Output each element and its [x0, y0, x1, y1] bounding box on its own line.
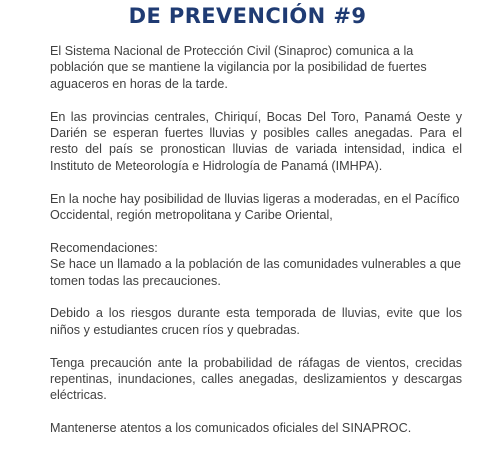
paragraph-night-forecast: En la noche hay posibilidad de lluvias ligeras a moderadas, en el Pacífico Occidental, región metropolitana y Caribe Oriental, [50, 191, 460, 223]
paragraph-hazards: Tenga precaución ante la probabilidad de ráfagas de vientos, crecidas repentinas, inundaciones, calles anegadas, deslizamientos y descargas eléctricas. [50, 355, 462, 403]
paragraph-official-updates: Mantenerse atentos a los comunicados oficiales del SINAPROC. [50, 421, 412, 436]
paragraph-rivers: Debido a los riesgos durante esta temporada de lluvias, evite que los niños y estudiantes crucen ríos y quebradas. [50, 306, 462, 337]
paragraph-precautions: Se hace un llamado a la población de las comunidades vulnerables a que tomen todas las precauciones. [50, 257, 461, 288]
bulletin-title: DE PREVENCIÓN #9 [128, 4, 367, 28]
recommendations-heading: Recomendaciones: [50, 240, 158, 255]
paragraph-provinces: En las provincias centrales, Chiriquí, Bocas Del Toro, Panamá Oeste y Darién se esperan fuertes lluvias y posibles calles anegadas. Para el resto del país se pronostican lluvias de variada intensidad, indica el Instituto de Meteorología e Hidrología de Panamá (IMHPA). [50, 109, 462, 173]
paragraph-vigilance: El Sistema Nacional de Protección Civil (Sinaproc) comunica a la población que se mantiene la vigilancia por la posibilidad de fuertes aguaceros en horas de la tarde. [50, 44, 427, 91]
bulletin-body [50, 43, 462, 453]
